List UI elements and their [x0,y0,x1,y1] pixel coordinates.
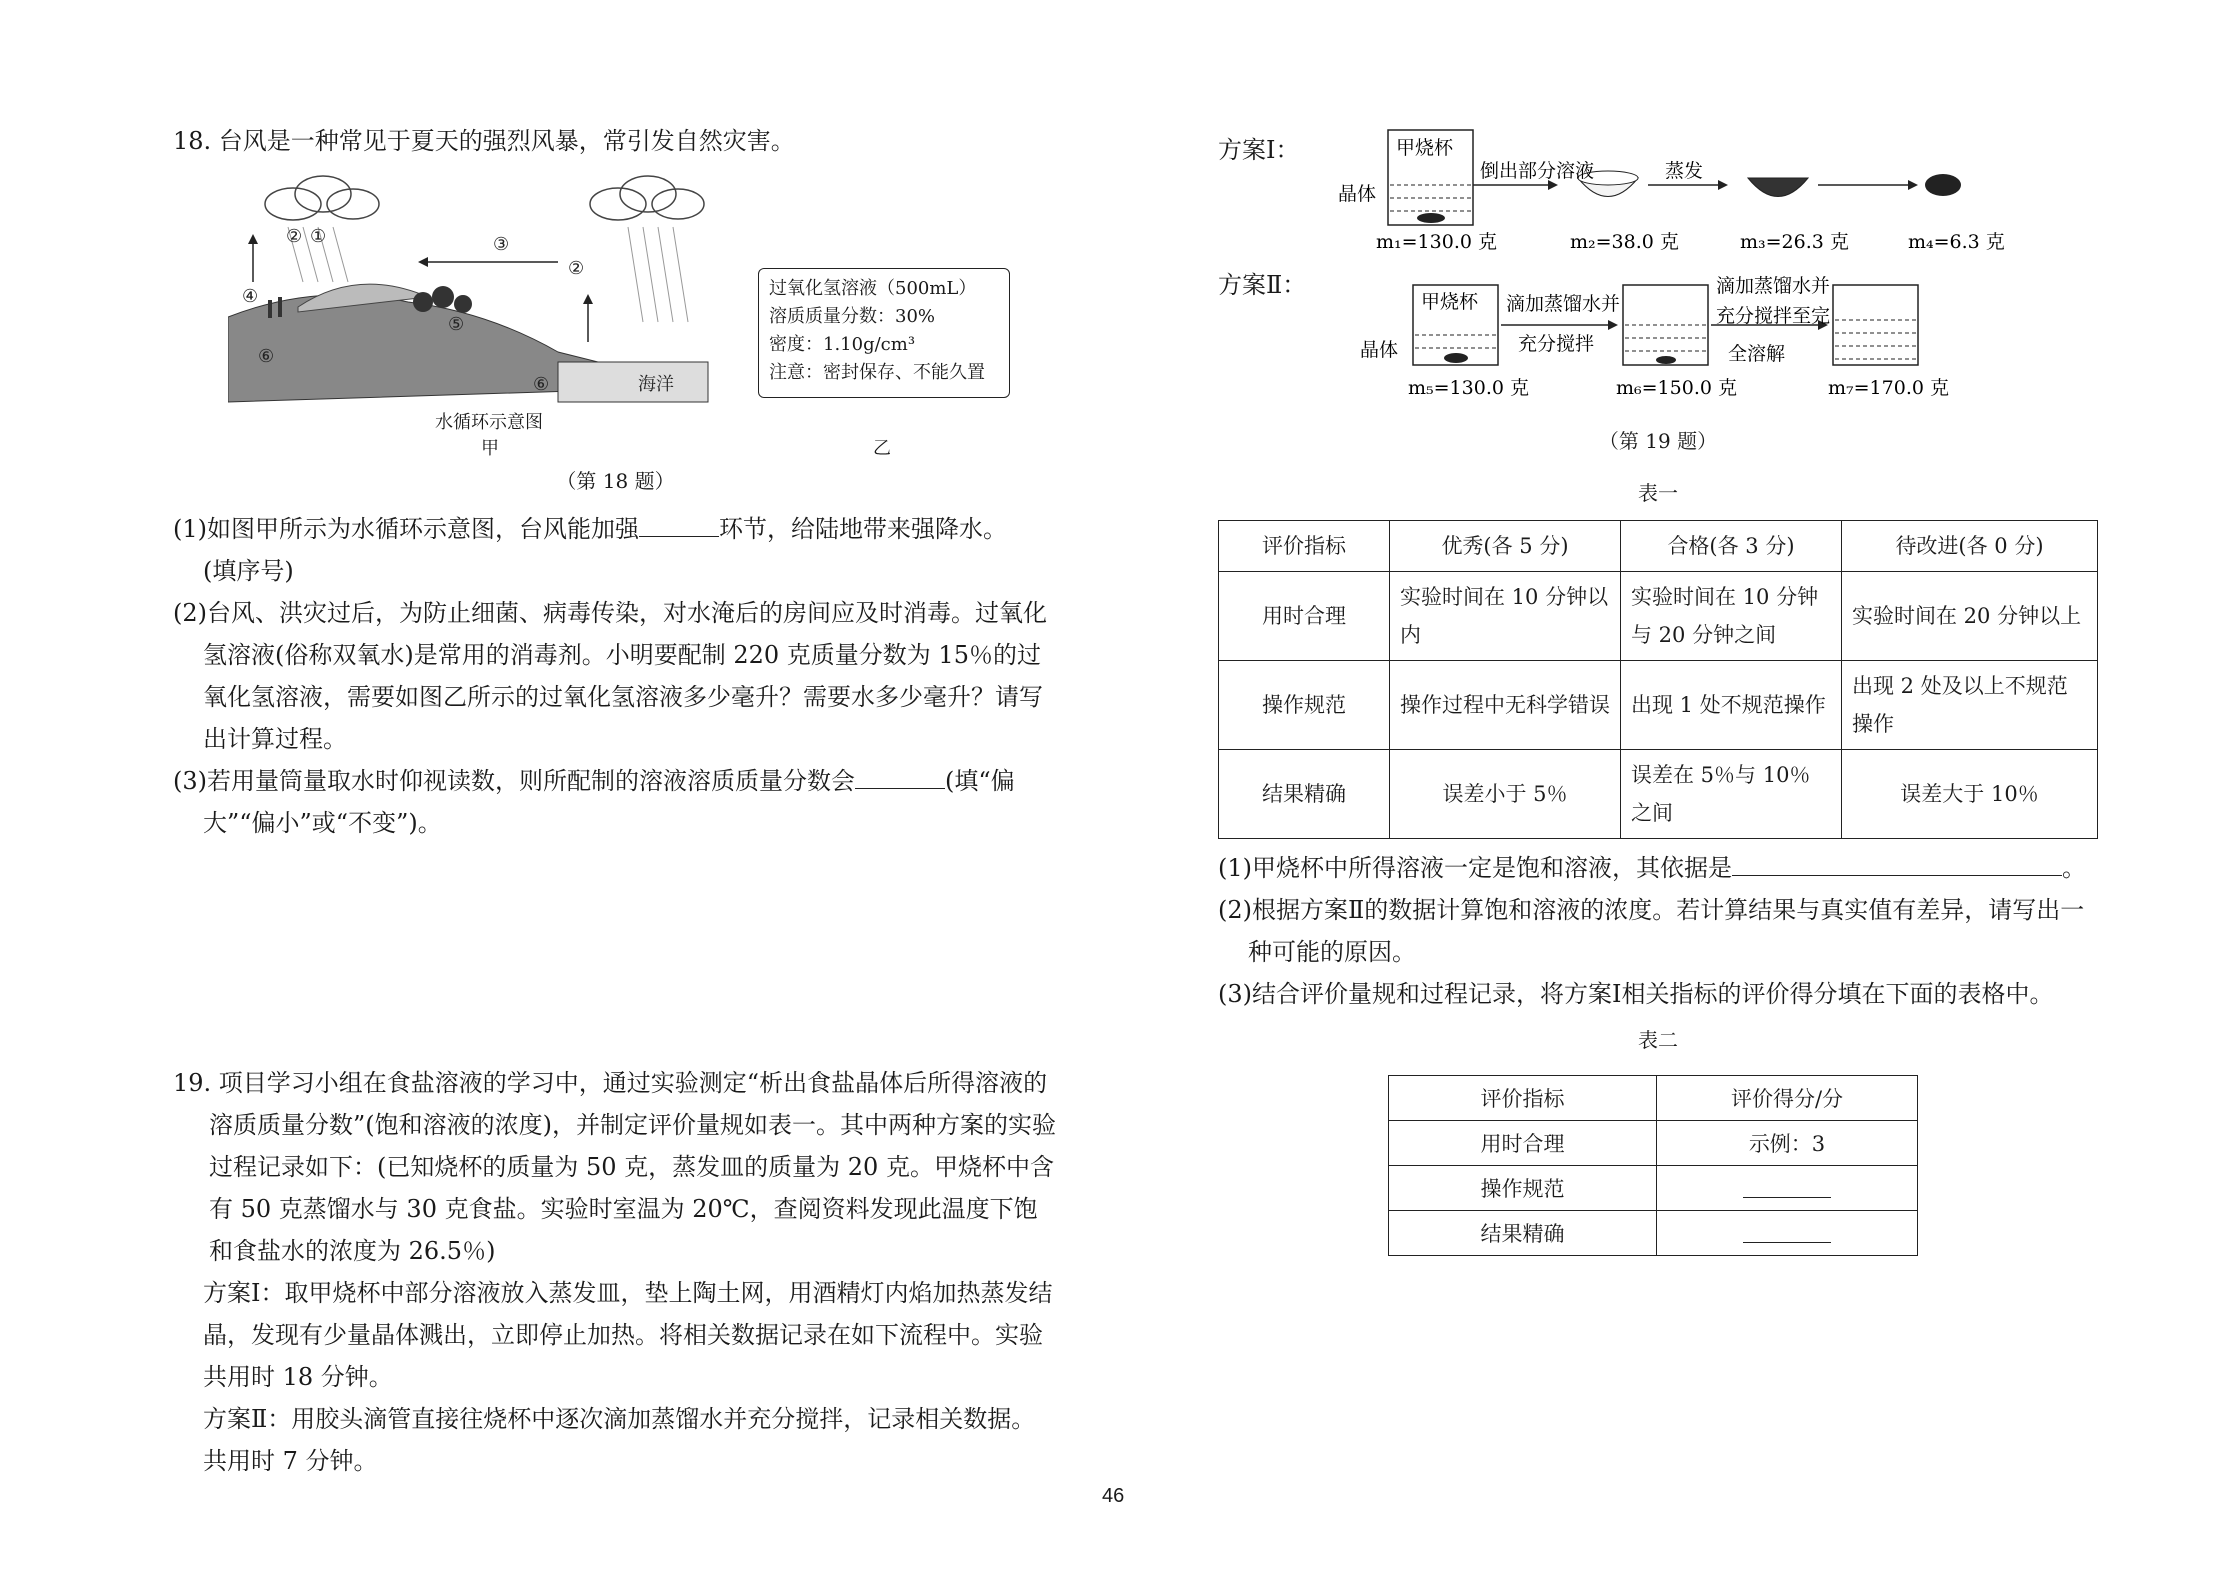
experiment-flow-diagram [1218,120,2098,420]
table-cell: 结果精确 [1389,1211,1657,1256]
q19-caption: （第 19 题） [1598,429,1718,453]
left-column [173,120,1058,1482]
evaporating-dish-2 [1748,178,1808,197]
crystal-label-2: 晶体 [1360,339,1399,361]
q18-figure [173,172,1058,459]
water-cycle-title: 水循环示意图 [435,412,543,433]
table1 [1218,520,2098,839]
table-cell: 操作规范 [1389,1166,1657,1211]
q18-sub1: (1)如图甲所示为水循环示意图，台风能加强 环节，给陆地带来强降水。 [173,508,1058,550]
table-cell: 实验时间在 10 分钟以内 [1390,572,1621,661]
table2-header [1389,1076,1918,1121]
cloud-right [590,176,704,220]
table-row [1389,1166,1918,1211]
beaker-3 [1833,285,1918,365]
beaker-label-1: 甲烧杯 [1396,137,1454,159]
table1-header [1219,521,2098,572]
q19-stem: 19. 项目学习小组在食盐溶液的学习中，通过实验测定“析出食盐晶体后所得溶液的溶质质量分数”(饱和溶液的浓度)，并制定评价量规如表一。其中两种方案的实验过程记录如下：(已知烧杯的质量为 50 克，蒸发皿的质量为 20 克。甲烧杯中含有 50 克蒸馏水与 30 克食盐。实验时室温为 20℃，查阅资料发现此温度下饱和食盐水的浓度为 26.5％) [173,1069,1056,1265]
table-row [1389,1121,1918,1166]
m4-label: m₄=6.3 克 [1908,231,2005,253]
q18-sub1-note: (填序号) [203,557,294,585]
add2a-label: 滴加蒸馏水并 [1716,275,1831,297]
pour-label: 倒出部分溶液 [1480,160,1595,182]
table-row [1219,661,2098,750]
bottle-line-3: 密度：1.10g/cm³ [769,334,916,355]
m5-label: m₅=130.0 克 [1408,377,1529,399]
label-jia: 甲 [481,438,499,459]
scheme2-label: 方案Ⅱ： [1218,271,1307,299]
q19-figure [1218,120,2098,399]
table-cell: 结果精确 [1219,750,1390,839]
cloud-left [265,176,379,220]
table-cell: 示例：3 [1657,1121,1918,1166]
beaker-label-2: 甲烧杯 [1421,291,1479,313]
fig-num-2a: ② [286,226,303,247]
ocean-label: 海洋 [638,374,674,395]
q19-sub2: (2)根据方案Ⅱ的数据计算饱和溶液的浓度。若计算结果与真实值有差异，请写出一种可能的原因。 [1218,896,2085,966]
fig-num-5: ⑤ [448,314,465,335]
q19-plan2: 方案Ⅱ：用胶头滴管直接往烧杯中逐次滴加蒸馏水并充分搅拌，记录相关数据。共用时 7 分钟。 [203,1405,1036,1475]
evap-label: 蒸发 [1665,160,1704,182]
q18-caption: （第 18 题） [556,469,675,493]
table-cell: 出现 1 处不规范操作 [1621,661,1842,750]
table-cell: 操作过程中无科学错误 [1390,661,1621,750]
q18-stem: 18. 台风是一种常见于夏天的强烈风暴，常引发自然灾害。 [173,127,795,155]
table-cell: 实验时间在 20 分钟以上 [1842,572,2098,661]
q18-sub3: (3)若用量筒量取水时仰视读数，则所配制的溶液溶质质量分数会 (填“偏大”“偏小”或“不变”)。 [173,760,1058,844]
fig-num-1: ① [310,226,327,247]
m6-label: m₆=150.0 克 [1616,377,1737,399]
ocean [558,362,708,402]
m2-label: m₂=38.0 克 [1570,231,1679,253]
add1b-label: 充分搅拌 [1518,333,1595,355]
page-number: 46 [1102,1485,1125,1507]
add2c-label: 全溶解 [1728,343,1786,365]
q19-plan1: 方案Ⅰ：取甲烧杯中部分溶液放入蒸发皿，垫上陶土网，用酒精灯内焰加热蒸发结晶，发现有少量晶体溅出，立即停止加热。将相关数据记录在如下流程中。实验共用时 18 分钟。 [203,1279,1053,1391]
scheme1-label: 方案Ⅰ： [1218,136,1300,164]
table2-header-cell: 评价指标 [1389,1076,1657,1121]
q18-sub2: (2)台风、洪灾过后，为防止细菌、病毒传染，对水淹后的房间应及时消毒。过氧化氢溶液(俗称双氧水)是常用的消毒剂。小明要配制 220 克质量分数为 15％的过氧化氢溶液，需要如图乙所示的过氧化氢溶液多少毫升？需要水多少毫升？请写出计算过程。 [173,599,1047,753]
table1-header-cell: 优秀(各 5 分) [1390,521,1621,572]
table-cell: 误差小于 5％ [1390,750,1621,839]
table-row [1219,750,2098,839]
table-cell: 出现 2 处及以上不规范操作 [1842,661,2098,750]
fig-num-6b: ⑥ [533,374,550,395]
table2-title: 表二 [1638,1028,1678,1052]
answer-blank[interactable] [1657,1211,1918,1256]
crystal-label-1: 晶体 [1338,183,1377,205]
crystal-residue [1925,174,1961,196]
table-cell: 用时合理 [1219,572,1390,661]
fig-num-6a: ⑥ [258,346,275,367]
label-yi: 乙 [873,438,891,459]
add1a-label: 滴加蒸馏水并 [1506,293,1621,315]
q19-sub1: (1)甲烧杯中所得溶液一定是饱和溶液，其依据是 。 [1218,847,2098,889]
add2b-label: 充分搅拌至完 [1716,305,1831,327]
answer-blank[interactable] [1657,1166,1918,1211]
table-row [1219,572,2098,661]
right-column [1218,120,2098,1256]
table-cell: 误差大于 10％ [1842,750,2098,839]
table1-header-cell: 待改进(各 0 分) [1842,521,2098,572]
table-cell: 误差在 5％与 10％之间 [1621,750,1842,839]
bottle-line-2: 溶质质量分数：30% [769,306,936,327]
table-cell: 用时合理 [1389,1121,1657,1166]
table1-header-cell: 合格(各 3 分) [1621,521,1842,572]
table1-header-cell: 评价指标 [1219,521,1390,572]
q19-sub3: (3)结合评价量规和过程记录，将方案Ⅰ相关指标的评价得分填在下面的表格中。 [1218,980,2054,1008]
table2-header-cell: 评价得分/分 [1657,1076,1918,1121]
bottle-line-4: 注意：密封保存、不能久置 [769,362,985,383]
table-row [1389,1211,1918,1256]
fig-num-4: ④ [242,286,259,307]
bottle-line-1: 过氧化氢溶液（500mL） [769,278,977,299]
table1-title: 表一 [1638,481,1678,505]
water-cycle-diagram [228,172,798,412]
m7-label: m₇=170.0 克 [1828,377,1949,399]
fig-num-2b: ② [568,258,585,279]
hydrogen-peroxide-label [758,268,1010,398]
table-cell: 操作规范 [1219,661,1390,750]
table-cell: 实验时间在 10 分钟与 20 分钟之间 [1621,572,1842,661]
m3-label: m₃=26.3 克 [1740,231,1849,253]
fig-num-3: ③ [493,234,510,255]
rain-right [628,227,688,322]
m1-label: m₁=130.0 克 [1376,231,1497,253]
table2 [1388,1075,1918,1256]
